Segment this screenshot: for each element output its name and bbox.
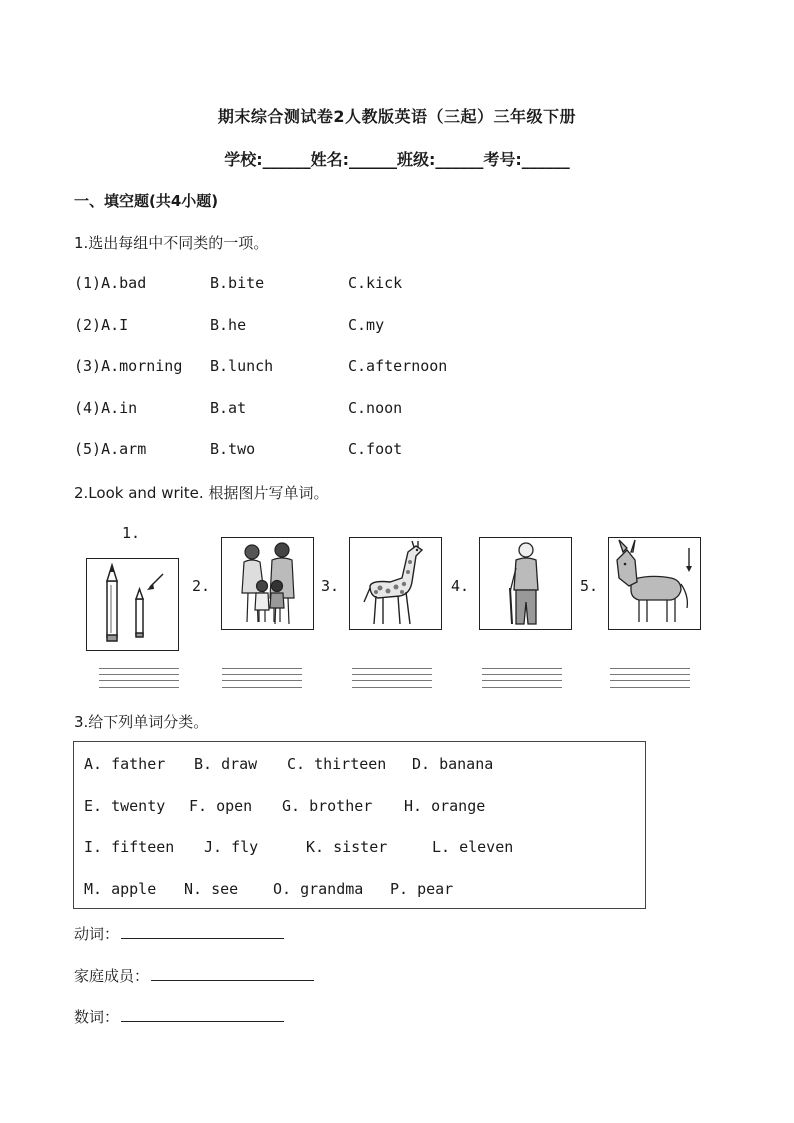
- question-1-prompt: 1.选出每组中不同类的一项。: [74, 234, 269, 252]
- picture-number-1: 1.: [122, 524, 141, 542]
- word-item: G. brother: [282, 797, 373, 815]
- word-item: H. orange: [404, 797, 486, 815]
- page-title: 期末综合测试卷2人教版英语（三起）三年级下册: [217, 107, 577, 126]
- section-heading: 一、填空题(共4小题): [74, 192, 219, 210]
- picture-number-3: 3.: [321, 577, 340, 595]
- q1-row2-option-c: C.my: [348, 316, 385, 334]
- writing-lines-2[interactable]: [222, 668, 302, 688]
- q1-row5-option-b: B.two: [210, 440, 256, 458]
- word-item: K. sister: [306, 838, 388, 856]
- q1-row5-option-a: (5)A.arm: [74, 440, 147, 458]
- q1-row4-option-a: (4)A.in: [74, 399, 138, 417]
- word-item: A. father: [84, 755, 166, 773]
- question-2-prompt: 2.Look and write. 根据图片写单词。: [74, 484, 329, 502]
- q1-row1-option-b: B.bite: [210, 274, 265, 292]
- category-numbers: [74, 1006, 284, 1027]
- word-item: B. draw: [194, 755, 258, 773]
- word-item: C. thirteen: [287, 755, 387, 773]
- category-verbs: [74, 923, 284, 944]
- word-item: N. see: [184, 880, 239, 898]
- q1-row3-option-c: C.afternoon: [348, 357, 448, 375]
- word-item: F. open: [189, 797, 253, 815]
- answer-blank[interactable]: [121, 1007, 284, 1022]
- student-info-line: 学校:______姓名:______班级:______考号:______: [224, 150, 570, 169]
- word-item: D. banana: [412, 755, 494, 773]
- answer-blank[interactable]: [121, 924, 284, 939]
- q1-row5-option-c: C.foot: [348, 440, 403, 458]
- word-item: L. eleven: [432, 838, 514, 856]
- writing-lines-4[interactable]: [482, 668, 562, 688]
- q1-row4-option-b: B.at: [210, 399, 247, 417]
- picture-number-5: 5.: [580, 577, 599, 595]
- pencil-picture: [86, 558, 179, 651]
- family-picture: [221, 537, 314, 630]
- writing-lines-1[interactable]: [99, 668, 179, 688]
- question-3-prompt: 3.给下列单词分类。: [74, 713, 209, 731]
- word-item: P. pear: [390, 880, 454, 898]
- q1-row3-option-a: (3)A.morning: [74, 357, 183, 375]
- answer-blank[interactable]: [151, 966, 314, 981]
- category-label: 数词：: [74, 1008, 120, 1026]
- giraffe-picture: [349, 537, 442, 630]
- q1-row4-option-c: C.noon: [348, 399, 403, 417]
- donkey-picture: [608, 537, 701, 630]
- q1-row2-option-b: B.he: [210, 316, 247, 334]
- grandpa-picture: [479, 537, 572, 630]
- writing-lines-3[interactable]: [352, 668, 432, 688]
- category-label: 动词：: [74, 925, 120, 943]
- word-item: I. fifteen: [84, 838, 175, 856]
- q1-row3-option-b: B.lunch: [210, 357, 274, 375]
- word-item: O. grandma: [273, 880, 364, 898]
- q1-row1-option-a: (1)A.bad: [74, 274, 147, 292]
- writing-lines-5[interactable]: [610, 668, 690, 688]
- picture-number-4: 4.: [451, 577, 470, 595]
- picture-number-2: 2.: [192, 577, 211, 595]
- word-item: M. apple: [84, 880, 157, 898]
- q1-row2-option-a: (2)A.I: [74, 316, 129, 334]
- word-item: J. fly: [204, 838, 259, 856]
- category-family: [74, 965, 314, 986]
- q1-row1-option-c: C.kick: [348, 274, 403, 292]
- category-label: 家庭成员：: [74, 967, 150, 985]
- word-item: E. twenty: [84, 797, 166, 815]
